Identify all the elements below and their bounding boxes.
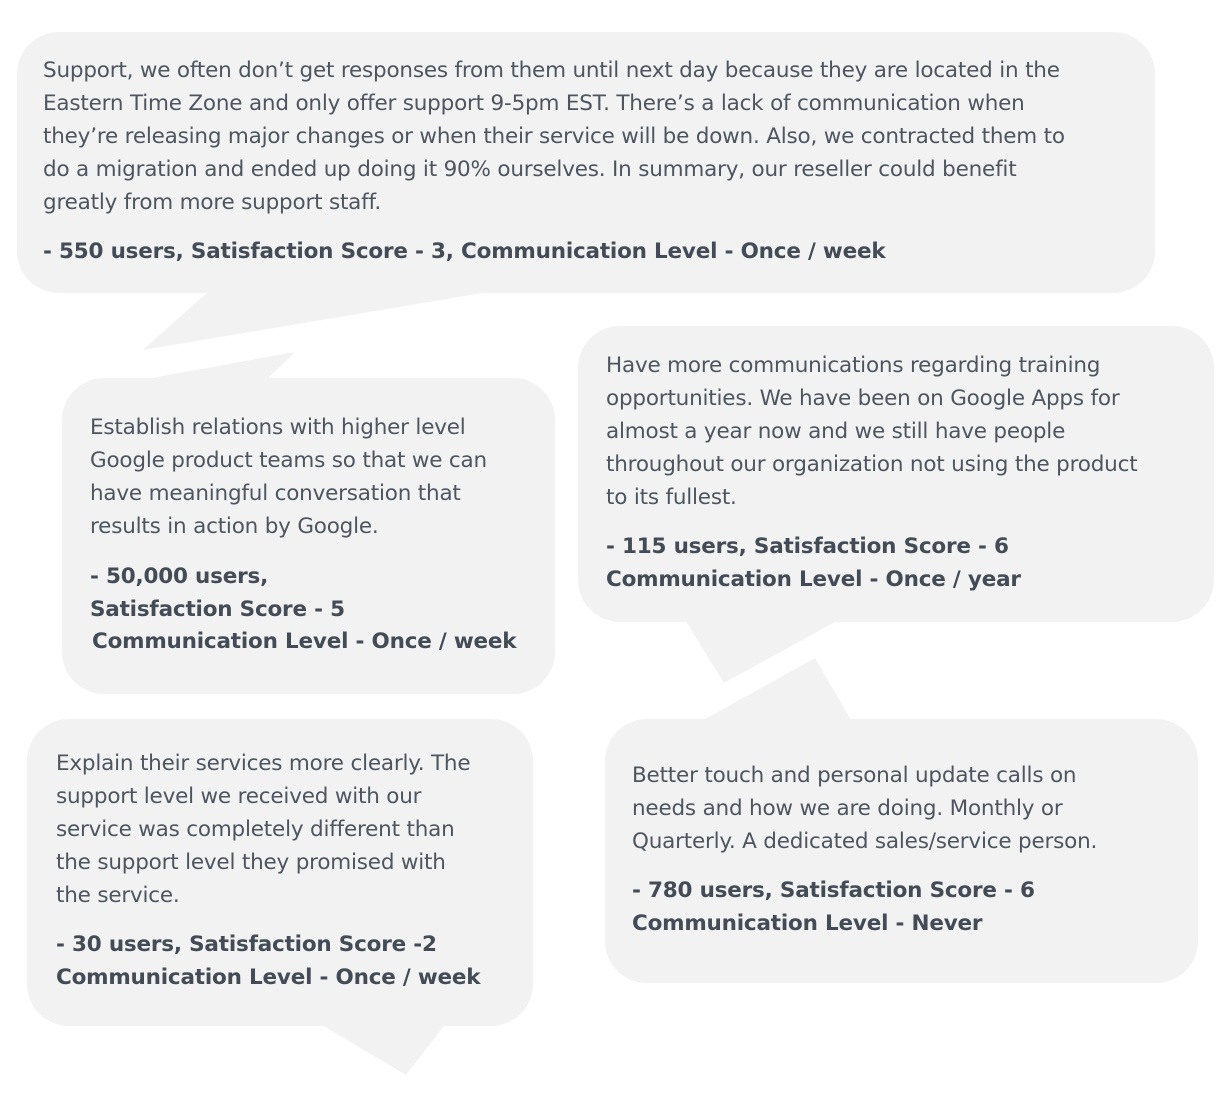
bubble-4-tail <box>317 1022 447 1075</box>
quote-line: Support, we often don’t get responses from them until next day because they are located in the <box>43 58 1060 83</box>
quote-line: greatly from more support staff. <box>43 190 381 215</box>
metadata-line: - 30 users, Satisfaction Score -2 <box>56 932 437 957</box>
feedback-quote <box>90 411 535 543</box>
quote-line: Quarterly. A dedicated sales/service person. <box>632 829 1098 854</box>
quote-line: needs and how we are doing. Monthly or <box>632 796 1063 821</box>
metadata-line: Communication Level - Once / week <box>56 964 481 990</box>
quote-line: Establish relations with higher level <box>90 415 466 440</box>
quote-line: have meaningful conversation that <box>90 481 461 506</box>
quote-line: Explain their services more clearly. The <box>56 751 471 776</box>
quote-line: Have more communications regarding training <box>606 353 1101 378</box>
quote-line: throughout our organization not using the product <box>606 452 1138 477</box>
quote-line: opportunities. We have been on Google Apps for <box>606 386 1120 411</box>
quote-line: service was completely different than <box>56 817 455 842</box>
feedback-bubble-780-users <box>605 719 1198 983</box>
feedback-bubble-115-users <box>578 326 1214 622</box>
feedback-metadata <box>606 531 1184 596</box>
quote-line: do a migration and ended up doing it 90% ourselves. In summary, our reseller could benefit <box>43 157 1017 182</box>
metadata-line: - 115 users, Satisfaction Score - 6 <box>606 534 1009 559</box>
feedback-metadata <box>56 929 513 994</box>
feedback-metadata <box>90 561 535 659</box>
metadata-line: - 780 users, Satisfaction Score - 6 <box>632 878 1035 903</box>
metadata-line: Communication Level - Once / week <box>92 629 517 654</box>
quote-line: they’re releasing major changes or when their service will be down. Also, we contracted them to <box>43 124 1065 149</box>
feedback-metadata <box>43 236 1115 269</box>
quote-line: results in action by Google. <box>90 514 379 539</box>
feedback-quote <box>43 54 1115 219</box>
feedback-quote <box>632 759 1178 858</box>
metadata-line: Communication Level - Never <box>632 910 983 936</box>
quote-line: the service. <box>56 883 180 908</box>
feedback-bubble-550-users <box>17 32 1155 293</box>
metadata-line: - 50,000 users, <box>90 564 269 589</box>
quote-line: Google product teams so that we can <box>90 448 487 473</box>
quote-line: Better touch and personal update calls on <box>632 763 1077 788</box>
feedback-bubble-50000-users <box>62 378 555 694</box>
quote-line: to its fullest. <box>606 485 737 510</box>
feedback-quote <box>606 349 1184 514</box>
metadata-line: Communication Level - Once / year <box>606 566 1021 592</box>
bubble-1-tail <box>143 290 500 350</box>
metadata-line: - 550 users, Satisfaction Score - 3, Communication Level - Once / week <box>43 239 886 264</box>
quote-line: Eastern Time Zone and only offer support 9-5pm EST. There’s a lack of communication when <box>43 91 1025 116</box>
metadata-line: Satisfaction Score - 5 <box>90 596 345 622</box>
feedback-bubble-30-users <box>27 719 533 1026</box>
quote-line: support level we received with our <box>56 784 422 809</box>
feedback-quote <box>56 747 513 912</box>
feedback-metadata <box>632 875 1178 940</box>
bubble-2-tail <box>135 352 295 381</box>
quote-line: the support level they promised with <box>56 850 446 875</box>
quote-line: almost a year now and we still have people <box>606 419 1066 444</box>
